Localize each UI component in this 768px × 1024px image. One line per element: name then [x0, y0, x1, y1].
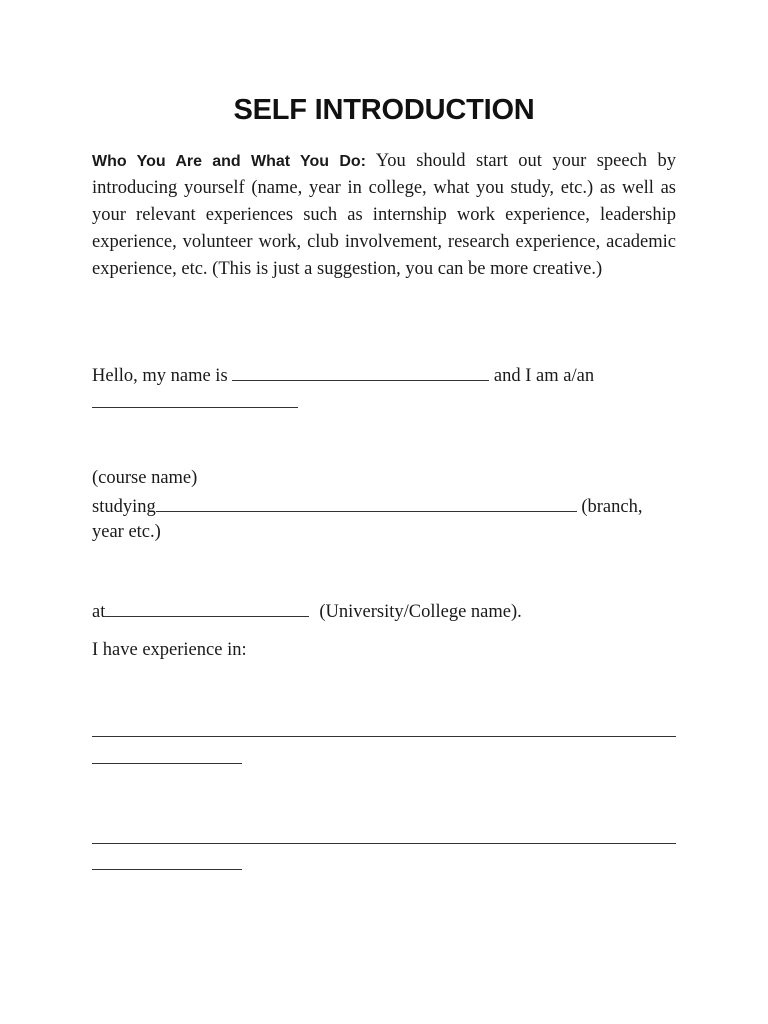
at-prefix: at [92, 602, 106, 622]
name-blank[interactable] [232, 361, 489, 381]
course-label: (course name) [92, 468, 198, 488]
university-blank[interactable] [105, 597, 309, 617]
year-label: year etc.) [92, 522, 161, 542]
university-label: (University/College name). [319, 602, 522, 622]
intro-body: You should start out your speech by introducing yourself (name, year in college, what you study, etc.) as well as your relevant experiences such as internship work experience, leadership experience, volunteer work, club involvement, research experience, academic experience, etc. (This is just a suggestion, you can be more creative.) [92, 151, 676, 279]
hello-line [92, 361, 594, 390]
studying-line [92, 492, 642, 521]
profession-blank[interactable] [92, 407, 298, 408]
experience-blank-1-cont[interactable] [92, 763, 242, 764]
at-line [92, 597, 522, 626]
experience-label: I have experience in: [92, 640, 247, 660]
experience-blank-2-cont[interactable] [92, 869, 242, 870]
branch-label: (branch, [576, 497, 643, 517]
studying-prefix: studying [92, 497, 156, 517]
studying-blank[interactable] [156, 492, 577, 512]
experience-blank-2[interactable] [92, 843, 676, 844]
hello-prefix: Hello, my name is [92, 366, 233, 386]
experience-blank-1[interactable] [92, 736, 676, 737]
intro-lead: Who You Are and What You Do: [92, 153, 366, 170]
page-title: SELF INTRODUCTION [233, 94, 535, 126]
hello-suffix: and I am a/an [489, 366, 595, 386]
intro-paragraph [92, 148, 676, 283]
